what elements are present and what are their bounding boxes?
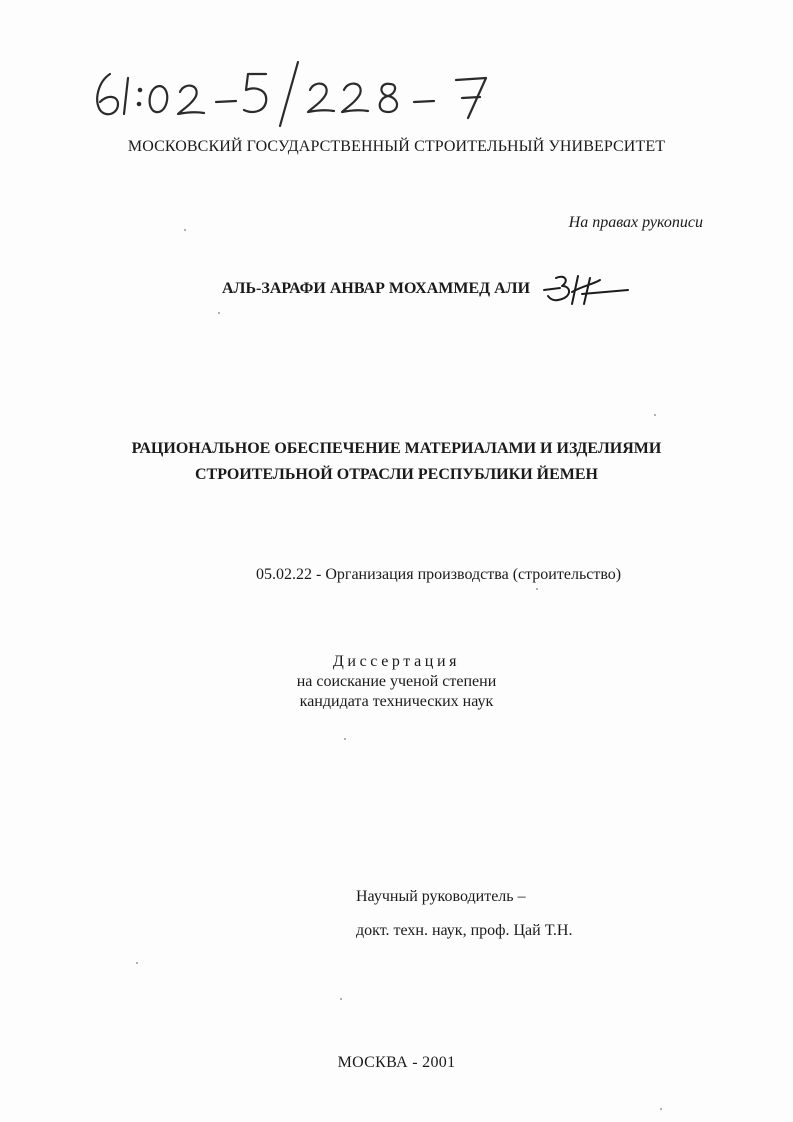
degree-line-2: кандидата технических наук: [299, 693, 494, 710]
handwritten-number-drawing: [88, 56, 518, 128]
university-name: МОСКОВСКИЙ ГОСУДАРСТВЕННЫЙ СТРОИТЕЛЬНЫЙ УНИВЕРСИТЕТ: [127, 138, 666, 155]
author-signature: [538, 272, 630, 306]
manuscript-note: На правах рукописи: [568, 214, 703, 231]
dissertation-block: [0, 652, 793, 712]
scan-speck: [536, 588, 538, 590]
supervisor-name: докт. техн. наук, проф. Цай Т.Н.: [356, 922, 573, 939]
supervisor-label: Научный руководитель –: [356, 888, 526, 905]
scan-speck: [184, 229, 186, 231]
scan-speck: [654, 414, 656, 416]
city-year: МОСКВА - 2001: [337, 1054, 456, 1071]
degree-line-1: на соискание ученой степени: [296, 673, 497, 690]
handwritten-archive-number: [88, 56, 518, 128]
scan-speck: [136, 962, 138, 964]
scan-speck: [660, 1108, 662, 1110]
supervisor-block: [356, 880, 572, 948]
author-name: АЛЬ-ЗАРАФИ АНВАР МОХАММЕД АЛИ: [222, 280, 531, 297]
dissertation-type: Диссертация: [332, 653, 461, 670]
specialty-code: 05.02.22 - Организация производства (строительство): [256, 566, 622, 583]
dissertation-title: [0, 436, 793, 488]
title-line-1: РАЦИОНАЛЬНОЕ ОБЕСПЕЧЕНИЕ МАТЕРИАЛАМИ И ИЗДЕЛИЯМИ: [131, 440, 662, 457]
author-block: [222, 274, 630, 304]
title-line-2: СТРОИТЕЛЬНОЙ ОТРАСЛИ РЕСПУБЛИКИ ЙЕМЕН: [194, 466, 598, 483]
scan-speck: [344, 738, 346, 740]
scan-speck: [218, 312, 220, 314]
scan-speck: [340, 998, 342, 1000]
